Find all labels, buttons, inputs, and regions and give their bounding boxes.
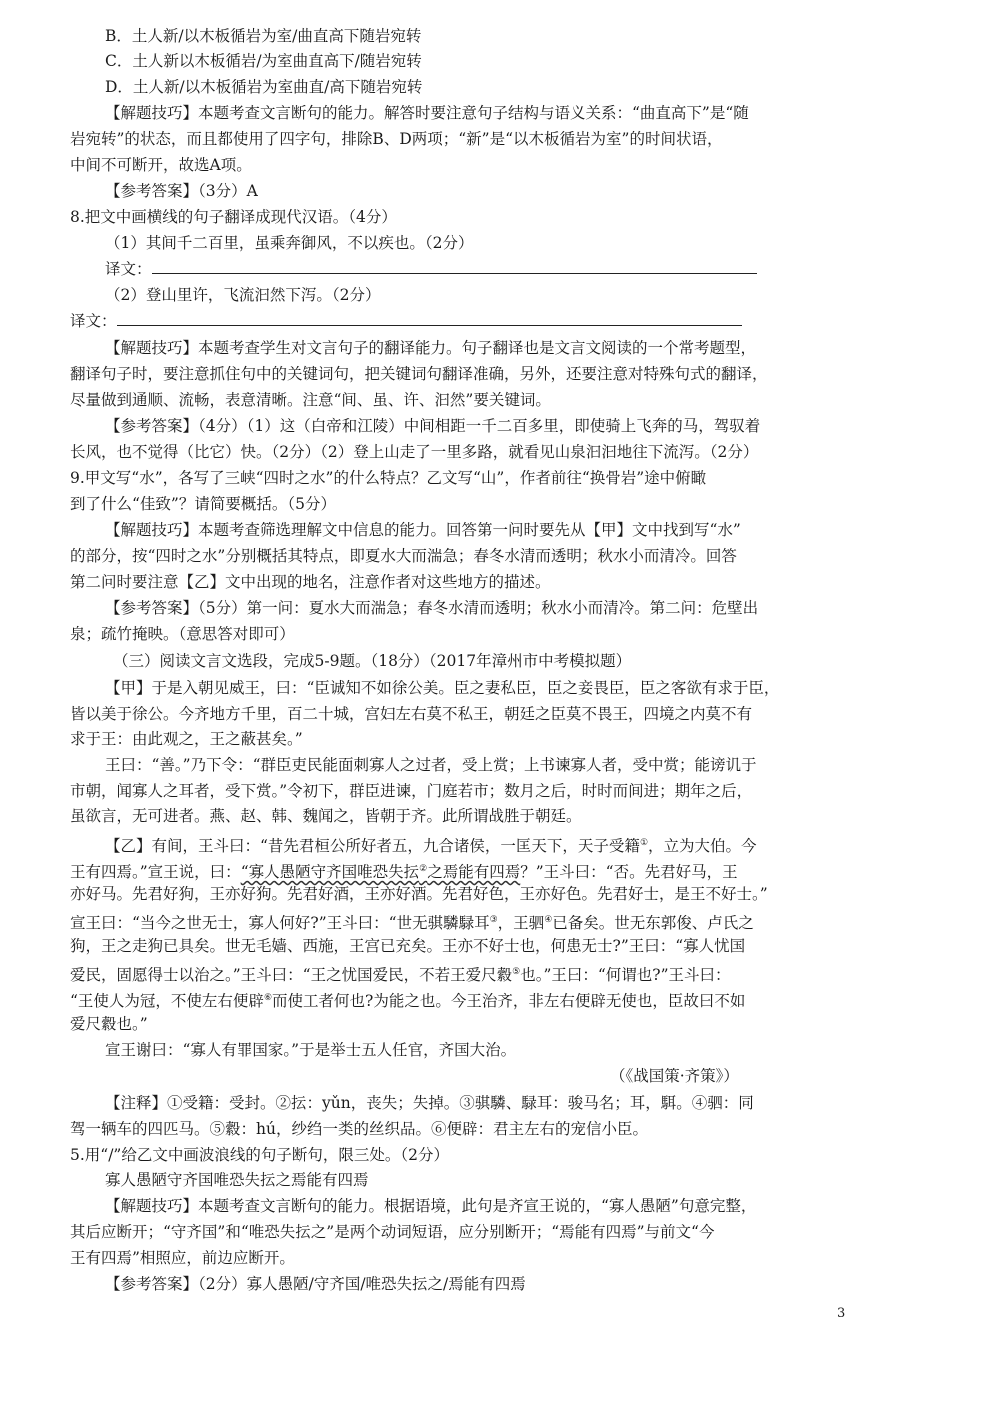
yi-text-line <box>70 859 738 882</box>
text-run: “寡人愚陋守齐国唯恐失抎 <box>240 863 420 882</box>
footnote-marker: ⑤ <box>512 967 521 977</box>
yi-text-line: 宣王谢曰：“寡人有罪国家。”于是举士五人任官，齐国大治。 <box>105 1041 517 1059</box>
text-run: 爱民，固愿得士以治之。”王斗曰：“王之忧国爱民，不若王爱尺縠 <box>70 966 513 985</box>
q9-tip-line: 的部分，按“四时之水”分别概括其特点，即夏水大而湍急；春冬水清而透明；秋水小而清冷。回答 <box>70 547 737 565</box>
q8-title: 8.把文中画横线的句子翻译成现代汉语。（4分） <box>70 208 397 226</box>
q7-tip-line: 【解题技巧】本题考查文言断句的能力。解答时要注意句子结构与语义关系：“曲直高下”是“随 <box>105 104 749 122</box>
q8-answer-line: 长风，也不觉得（比它）快。（2分）（2）登上山走了一里多路，就看见山泉汩汩地往下流泻。（2分） <box>70 443 759 461</box>
text-run: 而使工者何也?为能之也。今王治齐，非左右便辟无使也，臣故曰不如 <box>272 992 746 1011</box>
yi-text-line: 狗，王之走狗已具矣。世无毛嫱、西施，王宫已充矣。王亦不好士也，何患无士?”王曰：“寡人忧国 <box>70 937 746 955</box>
source-citation: （《战国策·齐策》） <box>610 1067 739 1085</box>
wavy-underlined-sentence <box>241 863 521 881</box>
q5-tip-line: 【解题技巧】本题考查文言断句的能力。根据语境，此句是齐宣王说的，“寡人愚陋”句意完整， <box>105 1197 757 1215</box>
footnote-marker: ③ <box>489 915 498 925</box>
q5-answer: 【参考答案】（2分）寡人愚陋/守齐国/唯恐失抎之/焉能有四焉 <box>105 1275 526 1293</box>
q8-translation-row-2 <box>70 311 742 331</box>
q5-tip-line: 其后应断开；“守齐国”和“唯恐失抎之”是两个动词短语，应分别断开；“焉能有四焉”与前文“今 <box>70 1223 715 1241</box>
q7-tip-line: 岩宛转”的状态，而且都使用了四字句，排除B、D两项；“新”是“以木板循岩为室”的时间状语， <box>70 130 723 148</box>
q9-tip-line: 【解题技巧】本题考查筛选理解文中信息的能力。回答第一问时要先从【甲】文中找到写“水” <box>105 521 741 539</box>
footnote-marker: ④ <box>544 915 553 925</box>
q9-title-line: 到了什么“佳致”？请简要概括。（5分） <box>70 495 336 513</box>
q5-sentence: 寡人愚陋守齐国唯恐失抎之焉能有四焉 <box>105 1171 369 1189</box>
yi-text-line <box>70 910 754 933</box>
q8-tip-line: 翻译句子时，要注意抓住句中的关键词句，把关键词句翻译准确，另外，还要注意对特殊句式的翻译， <box>70 365 768 383</box>
jia-text-line: 王曰：“善。”乃下令：“群臣吏民能面刺寡人之过者，受上赏；上书谏寡人者，受中赏；能谤讥于 <box>105 756 757 774</box>
text-run: ，王驷 <box>497 914 545 933</box>
text-run: 王有四焉。”宣王说，曰： <box>70 863 241 882</box>
text-run: 宣王曰：“当今之世无士，寡人何好?”王斗曰：“世无骐驎騄耳 <box>70 914 490 933</box>
q7-option-c: C．土人新以木板循岩/为室曲直高下/随岩宛转 <box>105 52 422 70</box>
jia-text-line: 皆以美于徐公。今齐地方千里，百二十城，宫妇左右莫不私王，朝廷之臣莫不畏王，四境之内莫不有 <box>70 705 753 723</box>
text-run: ，立为大伯。今 <box>648 837 757 856</box>
page-number: 3 <box>837 1306 846 1321</box>
q8-item-1: （1）其间千二百里，虽乘奔御风，不以疾也。（2分） <box>105 234 474 252</box>
q7-tip-line: 中间不可断开，故选A项。 <box>70 156 252 174</box>
text-run: ？”王斗曰：“否。先君好马，王 <box>520 863 738 882</box>
text-run: 也。”王曰：“何谓也?”王斗曰： <box>520 966 731 985</box>
text-run: 之焉能有四焉 <box>427 863 521 882</box>
q9-title-line: 9.甲文写“水”，各写了三峡“四时之水”的什么特点？乙文写“山”，作者前往“换骨岩”途中俯瞰 <box>70 469 707 487</box>
yi-text-line <box>70 988 745 1011</box>
notes-line: 【注释】①受籍：受封。②抎：yǔn，丧失；失掉。③骐驎、騄耳：骏马名；耳，駬。④驷：同 <box>105 1094 754 1112</box>
q8-answer-line: 【参考答案】（4分）（1）这（白帝和江陵）中间相距一千二百多里，即使骑上飞奔的马，驾驭着 <box>105 417 761 435</box>
text-run: “王使人为冠，不使左右便辟 <box>70 992 264 1011</box>
footnote-marker: ⑥ <box>263 993 273 1003</box>
jia-text-line: 虽欲言，无可进者。燕、赵、韩、魏闻之，皆朝于齐。此所谓战胜于朝廷。 <box>70 807 582 825</box>
text-run: 【乙】有间，王斗曰：“昔先君桓公所好者五，九合诸侯，一匡天下，天子受籍 <box>105 837 640 856</box>
jia-text-line: 市朝，闻寡人之耳者，受下赏。”令初下，群臣进谏，门庭若市；数月之后，时时而间进；期年之后， <box>70 782 753 800</box>
yi-text-line <box>105 833 757 856</box>
jia-text-line: 【甲】于是入朝见威王，曰：“臣诚知不如徐公美。臣之妻私臣，臣之妾畏臣，臣之客欲有求于臣， <box>105 679 780 697</box>
yi-text-line: 爱尺縠也。” <box>70 1015 148 1033</box>
q8-item-2: （2）登山里许，飞流汩然下泻。（2分） <box>105 286 381 304</box>
q8-tip-line: 尽量做到通顺、流畅，表意清晰。注意“间、虽、许、汩然”要关键词。 <box>70 391 551 409</box>
text-run: 已备矣。世无东郭俊、卢氏之 <box>552 914 754 933</box>
answer-blank-line[interactable] <box>117 311 742 326</box>
section-3-title: （三）阅读文言文选段，完成5-9题。（18分）（2017年漳州市中考模拟题） <box>113 652 632 670</box>
q9-answer-line: 【参考答案】（5分）第一问：夏水大而湍急；春冬水清而透明；秋水小而清冷。第二问：危壁出 <box>105 599 759 617</box>
q7-option-d: D．土人新/以木板循岩为室曲直/高下随岩宛转 <box>105 78 423 96</box>
yi-text-line: 亦好马。先君好狗，王亦好狗。先君好酒，王亦好酒。先君好色，王亦好色。先君好士，是王不好士。” <box>70 885 768 903</box>
yi-text-line <box>70 962 731 985</box>
translation-label: 译文： <box>105 260 152 278</box>
q5-tip-line: 王有四焉”相照应，前边应断开。 <box>70 1249 295 1267</box>
q7-option-b: B．土人新/以木板循岩为室/曲直高下随岩宛转 <box>105 27 422 45</box>
q9-answer-line: 泉；疏竹掩映。（意思答对即可） <box>70 625 295 643</box>
footnote-marker: ① <box>639 838 649 848</box>
answer-blank-line[interactable] <box>152 259 757 274</box>
translation-label: 译文： <box>70 312 117 330</box>
notes-line: 驾一辆车的四匹马。⑤縠：hú，纱绉一类的丝织品。⑥便辟：君主左右的宠信小臣。 <box>70 1120 648 1138</box>
q5-title: 5.用“/”给乙文中画波浪线的句子断句，限三处。（2分） <box>70 1146 449 1164</box>
q8-translation-row-1 <box>105 259 757 279</box>
footnote-marker: ② <box>419 864 428 874</box>
q8-tip-line: 【解题技巧】本题考查学生对文言句子的翻译能力。句子翻译也是文言文阅读的一个常考题型， <box>105 339 757 357</box>
q9-tip-line: 第二问时要注意【乙】文中出现的地名，注意作者对这些地方的描述。 <box>70 573 551 591</box>
q7-answer: 【参考答案】（3分）A <box>105 182 258 200</box>
jia-text-line: 求于王：由此观之，王之蔽甚矣。” <box>70 730 303 748</box>
